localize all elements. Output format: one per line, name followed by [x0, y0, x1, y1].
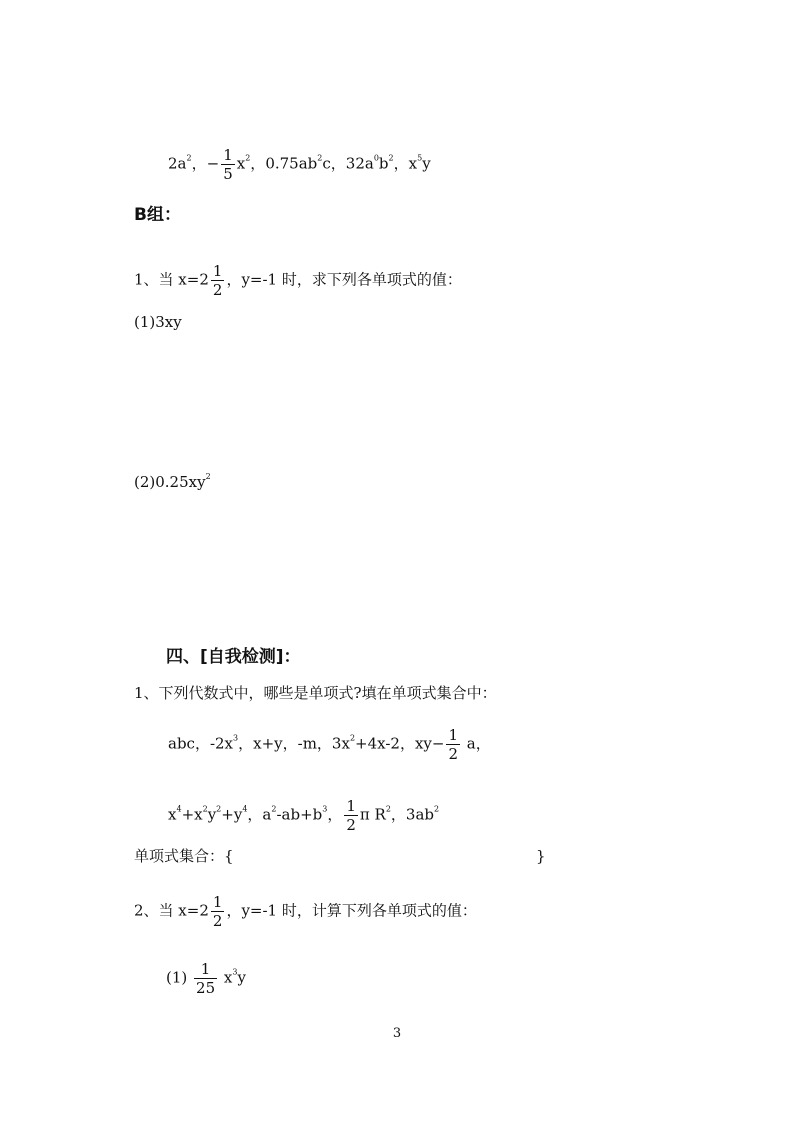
minus-sign: − — [206, 154, 220, 173]
part-text: (2)0.25xy — [134, 473, 206, 491]
term-text: 32a — [345, 154, 374, 173]
separator: ， — [250, 154, 266, 173]
numerator: 1 — [448, 726, 458, 744]
group-b-heading: B组： — [134, 205, 181, 225]
denominator: 2 — [212, 912, 223, 930]
numerator: 1 — [223, 146, 233, 164]
expr-text: abc，-2x — [168, 734, 234, 753]
exponent: 2 — [205, 472, 211, 481]
expr-text: x — [223, 968, 233, 987]
numerator: 1 — [212, 893, 223, 911]
exponent: 2 — [245, 153, 251, 163]
exponent: 2 — [216, 804, 222, 814]
expr-text: y — [207, 805, 217, 824]
monomial-set-close: } — [536, 847, 546, 865]
numerator: 1 — [212, 262, 223, 280]
fraction — [194, 960, 217, 997]
group-b-part-1: (1)3xy — [134, 313, 182, 331]
expression-row-2 — [168, 797, 439, 834]
exponent: 0 — [373, 153, 379, 163]
page-number: 3 — [392, 1026, 402, 1041]
fraction — [211, 893, 225, 930]
expr-text: -ab+b — [276, 805, 323, 824]
exponent: 2 — [186, 153, 192, 163]
expr-text: ， — [327, 805, 343, 824]
fraction — [344, 797, 358, 834]
fraction — [211, 262, 225, 299]
exponent: 5 — [417, 153, 423, 163]
exponent: 3 — [232, 967, 238, 977]
numerator: 1 — [346, 797, 356, 815]
exponent: 2 — [349, 733, 356, 743]
section-4-part-1 — [166, 960, 246, 997]
term-text: 2a — [168, 154, 187, 173]
denominator: 2 — [346, 816, 356, 834]
exponent: 2 — [317, 153, 323, 163]
separator: ， — [330, 154, 346, 173]
monomial-set-label: 单项式集合：{ — [134, 847, 234, 865]
expr-text: x — [168, 805, 177, 824]
section-4-question-2 — [134, 893, 477, 930]
monomial-terms-line — [168, 146, 431, 183]
expr-text: +y — [221, 805, 243, 824]
fraction — [221, 146, 235, 183]
expr-text: y — [237, 968, 246, 987]
exponent: 3 — [322, 804, 328, 814]
section-4-heading: 四、[自我检测]： — [166, 647, 301, 667]
expression-row-1 — [168, 726, 491, 763]
denominator: 2 — [448, 745, 458, 763]
denominator: 2 — [212, 281, 223, 299]
numerator: 1 — [194, 960, 217, 979]
group-b-part-2 — [134, 472, 211, 492]
exponent: 2 — [388, 153, 394, 163]
term-text: x — [236, 154, 246, 173]
exponent: 2 — [385, 804, 391, 814]
question-text: ，y=-1 时，求下列各单项式的值： — [226, 270, 462, 289]
denominator: 5 — [223, 165, 233, 183]
expr-text: ，3ab — [390, 805, 435, 824]
exponent: 3 — [233, 733, 239, 743]
expr-text: a， — [466, 734, 491, 753]
term-text: 0.75ab — [265, 154, 318, 173]
separator: ， — [191, 154, 207, 173]
term-text: b — [378, 154, 389, 173]
term-text: y — [422, 154, 431, 173]
group-b-question-1 — [134, 262, 462, 299]
exponent: 4 — [176, 804, 182, 814]
expr-text: ，a — [247, 805, 272, 824]
exponent: 2 — [434, 804, 440, 814]
separator: ， — [393, 154, 409, 173]
question-text: 2、当 x=2 — [134, 901, 209, 920]
expr-text: +x — [181, 805, 203, 824]
exponent: 2 — [202, 804, 208, 814]
section-4-question-1: 1、下列代数式中，哪些是单项式?填在单项式集合中： — [134, 684, 497, 702]
expr-text: π R — [359, 805, 386, 824]
expr-text: +4x-2，xy− — [355, 734, 445, 753]
denominator: 25 — [196, 979, 216, 997]
term-text: c — [322, 154, 331, 173]
expr-text: ，x+y，-m，3x — [238, 734, 350, 753]
exponent: 4 — [242, 804, 248, 814]
question-text: 1、当 x=2 — [134, 270, 209, 289]
exponent: 2 — [271, 804, 277, 814]
question-text: ，y=-1 时，计算下列各单项式的值： — [226, 901, 477, 920]
fraction — [446, 726, 460, 763]
part-label: (1) — [166, 968, 188, 987]
term-text: x — [408, 154, 418, 173]
